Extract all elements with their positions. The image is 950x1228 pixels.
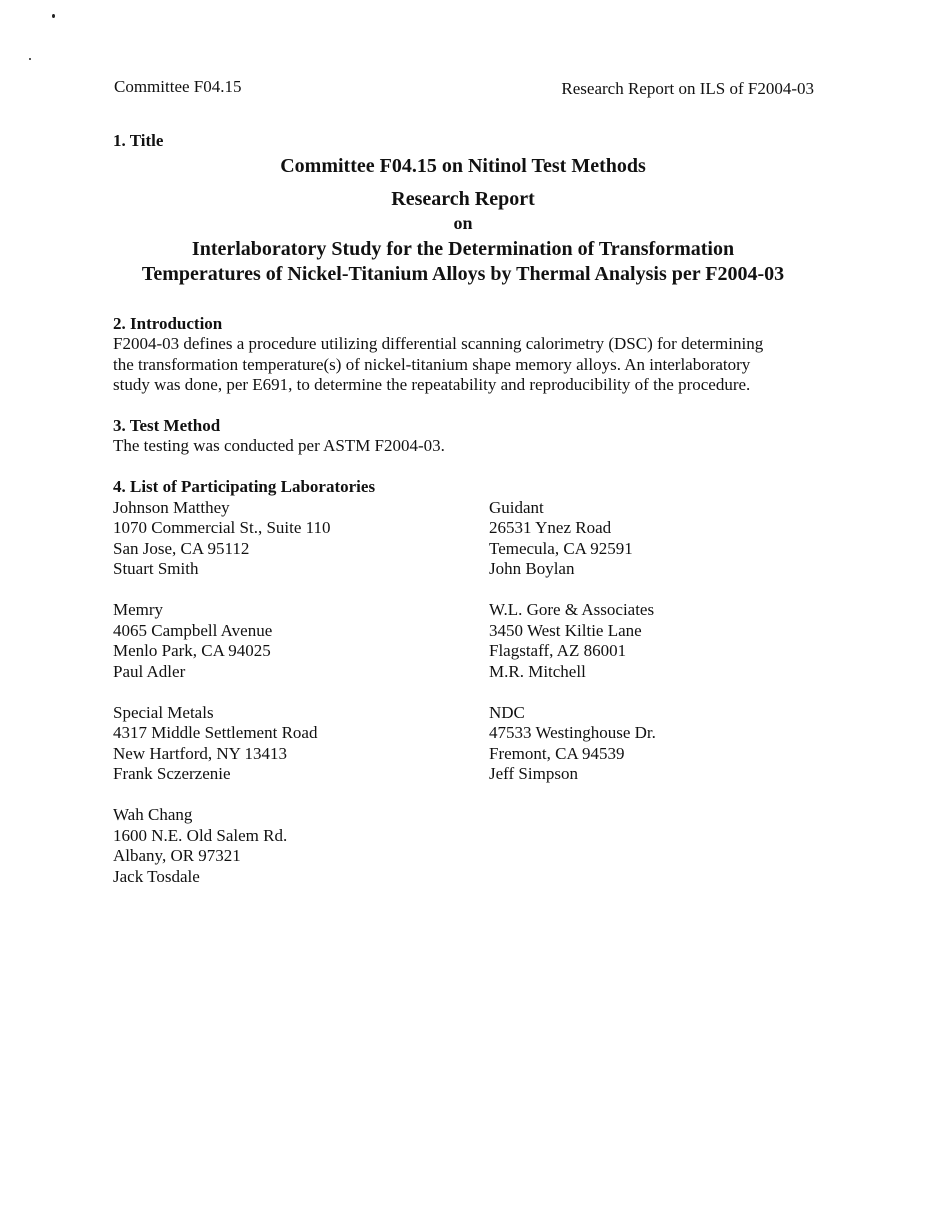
lab-contact: Jack Tosdale [113,866,200,886]
lab-contact: M.R. Mitchell [489,661,586,681]
lab-street: 47533 Westinghouse Dr. [489,723,656,742]
lab-contact: Paul Adler [113,661,186,681]
lab-street: 3450 West Kiltie Lane [489,620,642,640]
laboratories-left-column [113,477,489,908]
paragraph-line: The testing was conducted per ASTM F2004-03. [113,435,445,455]
lab-contact: Jeff Simpson [489,764,578,783]
paragraph-line: F2004-03 defines a procedure utilizing differential scanning calorimetry (DSC) for determining [113,334,764,353]
lab-city: Albany, OR 97321 [113,846,241,865]
title-line: Interlaboratory Study for the Determination of Transformation [191,238,735,260]
lab-street: 1070 Commercial St., Suite 110 [113,518,331,537]
laboratory-entry [113,805,489,887]
section-test-method [113,416,813,457]
lab-name: Wah Chang [113,805,193,824]
laboratory-entry [489,600,809,682]
lab-name: W.L. Gore & Associates [489,600,655,619]
lab-street: 4317 Middle Settlement Road [113,723,318,742]
lab-city: Flagstaff, AZ 86001 [489,641,627,660]
laboratory-entry [489,498,809,580]
laboratory-entry [113,498,489,580]
laboratories-columns [113,477,813,908]
title-line: Temperatures of Nickel-Titanium Alloys by Thermal Analysis per F2004-03 [141,263,785,285]
lab-name: Johnson Matthey [113,497,230,517]
lab-contact: John Boylan [489,559,575,578]
lab-name: Memry [113,600,164,619]
section-introduction [113,314,813,396]
lab-contact: Stuart Smith [113,559,199,578]
section-heading-title: 1. Title [113,131,164,150]
lab-name: Special Metals [113,702,214,722]
section-laboratories [113,477,813,908]
lab-city: Menlo Park, CA 94025 [113,641,271,660]
laboratory-entry [489,703,809,785]
lab-street: 4065 Campbell Avenue [113,620,273,640]
laboratory-entry [113,600,489,682]
lab-city: San Jose, CA 95112 [113,538,250,558]
paragraph-line: the transformation temperature(s) of nickel-titanium shape memory alloys. An interlaboratory [113,354,751,374]
section-heading-test-method: 3. Test Method [113,415,221,435]
section-heading-introduction: 2. Introduction [113,314,223,333]
lab-city: New Hartford, NY 13413 [113,743,288,763]
laboratory-entry [113,703,489,785]
section-heading-laboratories: 4. List of Participating Laboratories [113,477,376,496]
title-line: Research Report [391,188,535,210]
lab-street: 1600 N.E. Old Salem Rd. [113,825,288,845]
lab-street: 26531 Ynez Road [489,518,612,537]
document-title [113,154,813,286]
document-body [113,131,813,908]
scan-speck [29,58,31,60]
lab-name: Guidant [489,497,544,517]
header-committee: Committee F04.15 [114,77,242,96]
title-line: Committee F04.15 on Nitinol Test Methods [280,155,646,177]
lab-contact: Frank Sczerzenie [113,764,231,783]
paragraph-line: study was done, per E691, to determine the repeatability and reproducibility of the procedure. [113,375,751,394]
lab-name: NDC [489,702,525,722]
header-report-ref: Research Report on ILS of F2004-03 [561,79,814,98]
laboratories-right-column [489,477,809,908]
lab-city: Fremont, CA 94539 [489,743,625,763]
lab-city: Temecula, CA 92591 [489,538,633,558]
title-line: on [453,213,473,233]
scan-speck [52,14,55,18]
